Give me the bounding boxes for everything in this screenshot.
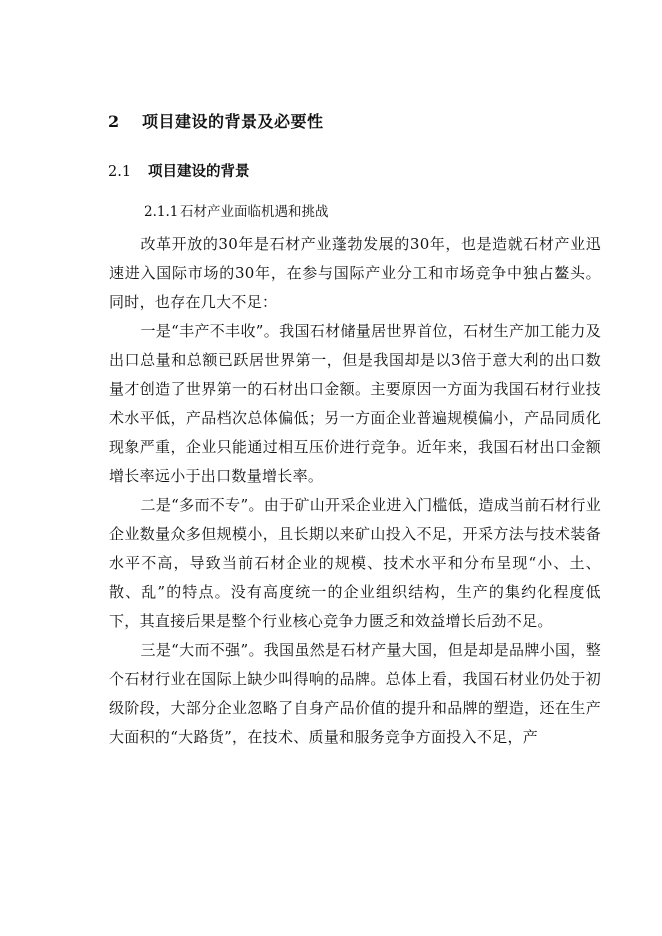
subsubsection-number: 2.1.1: [144, 204, 179, 220]
paragraph-point-three: 三是“大而不强”。我国虽然是石材产量大国，但是却是品牌小国，整个石材行业在国际上缺少叫得响的品牌。总体上看，我国石材业仍处于初级阶段，大部分企业忽略了自身产品价值的提升和品牌的塑造，还在生产大面积的“大路货”，在技术、质量和服务竞争方面投入不足，产: [109, 641, 601, 746]
paragraph-point-one: 一是“丰产不丰收”。我国石材储量居世界首位，石材生产加工能力及出口总量和总额已跃居世界第一，但是我国却是以3倍于意大利的出口数量才创造了世界第一的石材出口金额。主要原因一方面为我国石材行业技术水平低，产品档次总体偏低；另一方面企业普遍规模偏小，产品同质化现象严重，企业只能通过相互压价进行竞争。近年来，我国石材出口金额增长率远小于出口数量增长率。: [109, 322, 601, 485]
subsubsection-title: 石材产业面临机遇和挑战: [180, 204, 329, 220]
subsection-number: 2.1: [108, 164, 132, 180]
paragraph-point-two: 二是“多而不专”。由于矿山开采企业进入门槛低，造成当前石材行业企业数量众多但规模小，且长期以来矿山投入不足，开采方法与技术装备水平不高，导致当前石材企业的规模、技术水平和分布呈现“小、土、散、乱”的特点。没有高度统一的企业组织结构，生产的集约化程度低下，其直接后果是整个行业核心竞争力匮乏和效益增长后劲不足。: [109, 496, 601, 630]
body-text: [109, 230, 601, 752]
paragraph-intro: 改革开放的30年是石材产业蓬勃发展的30年，也是造就石材产业迅速进入国际市场的30年，在参与国际产业分工和市场竞争中独占鳌头。同时，也存在几大不足：: [109, 235, 601, 311]
subsection-heading: [108, 160, 250, 181]
section-heading: [108, 109, 324, 132]
subsection-title: 项目建设的背景: [148, 163, 250, 180]
subsubsection-heading: [144, 200, 329, 220]
section-title: 项目建设的背景及必要性: [142, 112, 324, 131]
section-number: 2: [108, 112, 120, 131]
